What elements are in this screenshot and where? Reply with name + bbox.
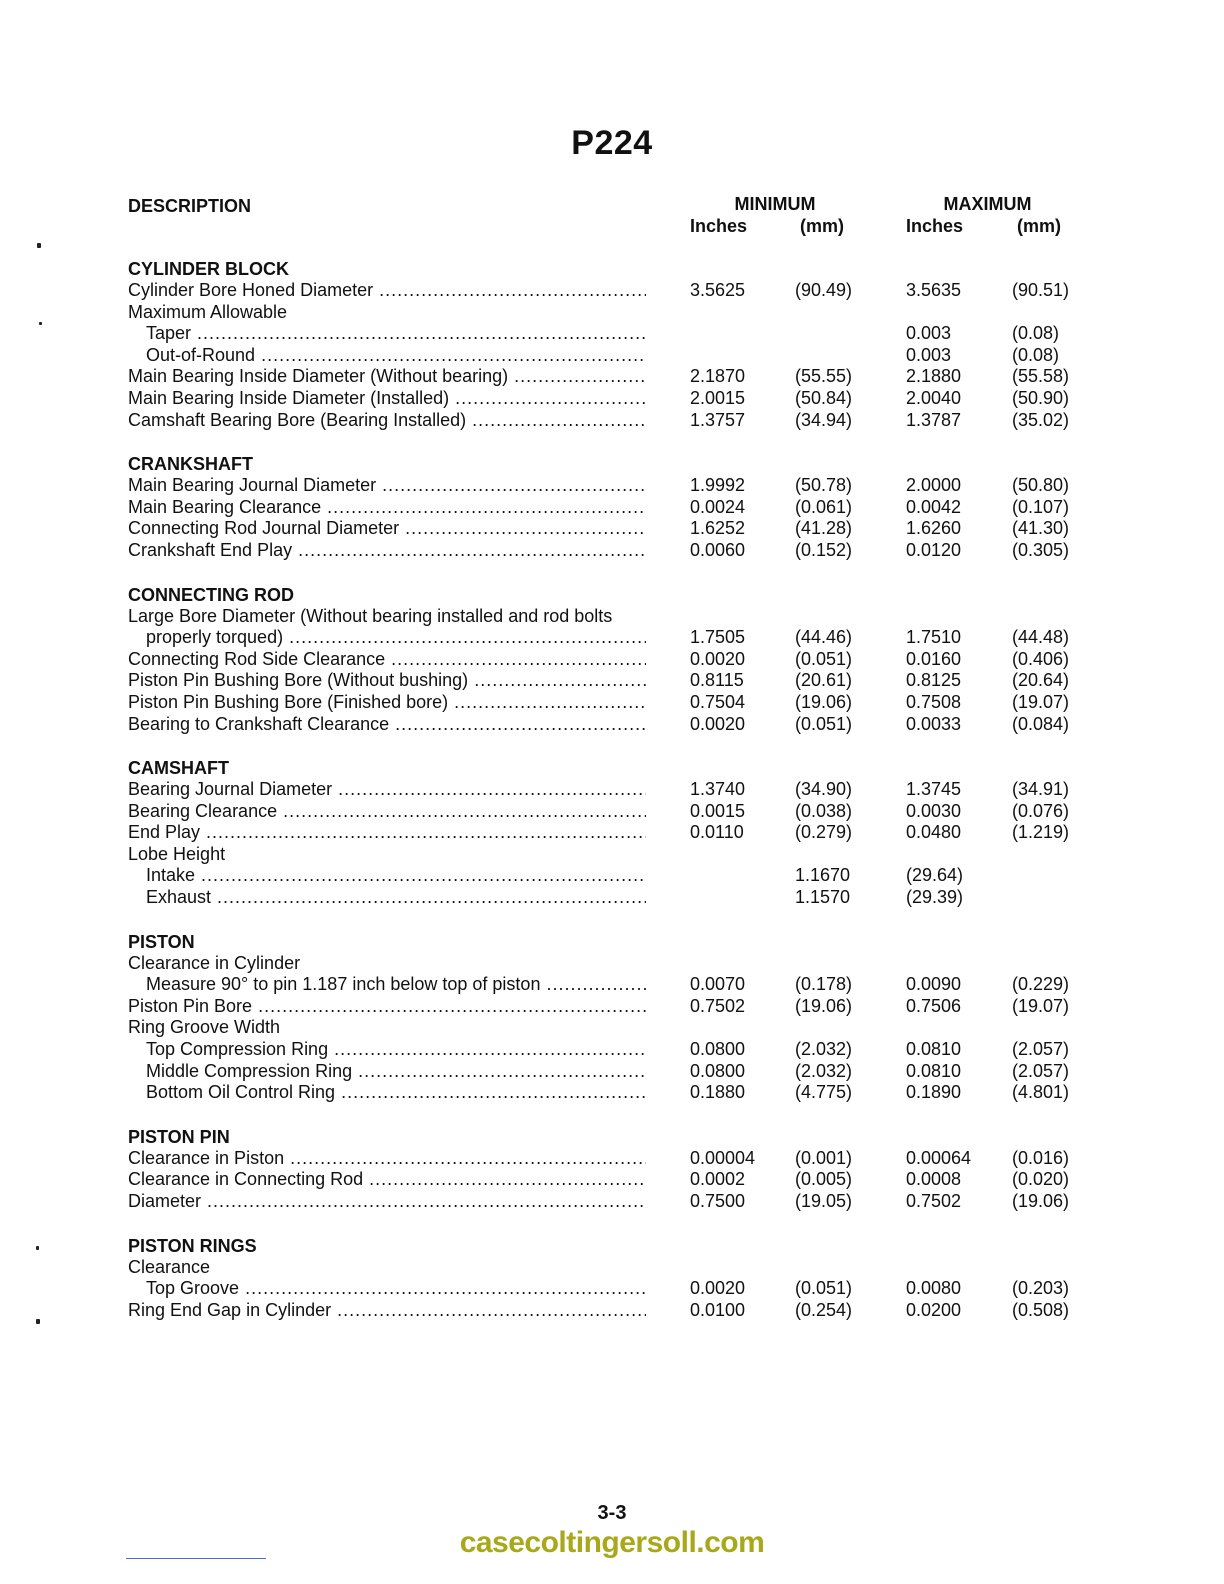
max-mm-value: (50.90) <box>1012 387 1070 408</box>
spec-row <box>128 388 1088 410</box>
max-mm-value: (0.08) <box>1012 323 1060 344</box>
min-inches-value: 0.1880 <box>690 1082 746 1103</box>
spec-row <box>128 627 1088 649</box>
spec-label: Main Bearing Clearance ..... <box>128 497 646 519</box>
spec-row <box>128 1148 1088 1170</box>
spec-section <box>128 757 1088 909</box>
min-inches-value: 0.0070 <box>690 974 746 995</box>
min-mm-value: (0.279) <box>795 822 853 843</box>
spec-label: Maximum Allowable <box>128 301 288 322</box>
min-inches-value: 0.7502 <box>690 995 746 1016</box>
min-inches-value: 0.0020 <box>690 1278 746 1299</box>
max-inches-value: 0.0042 <box>906 496 962 517</box>
min-mm-value: (50.84) <box>795 387 853 408</box>
spec-section <box>128 931 1088 1104</box>
max-inches-value: 2.0000 <box>906 475 962 496</box>
max-mm-value: (0.203) <box>1012 1278 1070 1299</box>
section-title: PISTON <box>128 931 195 952</box>
min-mm-value: 1.1570 <box>795 887 851 908</box>
spec-label: Cylinder Bore Honed Diameter ..... <box>128 280 646 302</box>
margin-mark <box>36 1246 39 1250</box>
max-mm-value: (2.057) <box>1012 1060 1070 1081</box>
margin-mark <box>39 322 42 325</box>
spec-row <box>128 366 1088 388</box>
min-inches-value: 0.00004 <box>690 1147 756 1168</box>
spec-row <box>128 1300 1088 1322</box>
spec-label: Clearance in Piston ..... <box>128 1148 646 1170</box>
spec-label: Middle Compression Ring ..... <box>146 1061 646 1083</box>
max-inches-value: 0.003 <box>906 344 952 365</box>
spec-label: Intake ..... <box>146 865 646 887</box>
max-inches-value: 0.7506 <box>906 995 962 1016</box>
spec-section <box>128 1235 1088 1322</box>
max-mm-value: (50.80) <box>1012 475 1070 496</box>
min-inches-value: 1.3740 <box>690 779 746 800</box>
min-mm-value: (4.775) <box>795 1082 853 1103</box>
max-inches-value: 0.0033 <box>906 713 962 734</box>
max-inches-value: 0.003 <box>906 323 952 344</box>
min-inches-value: 0.8115 <box>690 670 744 691</box>
min-mm-value: (20.61) <box>795 670 853 691</box>
max-mm-value: (0.107) <box>1012 496 1070 517</box>
min-inches-value: 0.0015 <box>690 800 746 821</box>
max-inches-value: 2.0040 <box>906 387 962 408</box>
min-mm-value: (34.90) <box>795 779 853 800</box>
spec-label: Large Bore Diameter (Without bearing installed and rod bolts <box>128 605 613 626</box>
max-inches-value: 2.1880 <box>906 366 962 387</box>
min-inches-value: 1.7505 <box>690 627 746 648</box>
section-title: CAMSHAFT <box>128 758 229 779</box>
spec-label: Ring Groove Width <box>128 1017 281 1038</box>
website-link[interactable]: casecoltingersoll.com <box>459 1526 765 1559</box>
max-inches-value: 3.5635 <box>906 280 962 300</box>
header-minimum: MINIMUM <box>734 194 816 214</box>
spec-row <box>128 996 1088 1018</box>
max-mm-value: (34.91) <box>1012 779 1070 800</box>
spec-label: Main Bearing Inside Diameter (Installed) ..... <box>128 388 646 410</box>
max-mm-value: (0.016) <box>1012 1147 1070 1168</box>
max-mm-value: (0.229) <box>1012 974 1070 995</box>
min-mm-value: (34.94) <box>795 409 853 430</box>
min-inches-value: 0.0024 <box>690 496 746 517</box>
spec-label: Top Groove ..... <box>146 1278 646 1300</box>
min-inches-value: 0.0002 <box>690 1169 746 1190</box>
max-mm-value: (41.30) <box>1012 518 1070 539</box>
max-inches-value: 0.0120 <box>906 539 962 560</box>
min-mm-value: (19.05) <box>795 1191 853 1211</box>
max-inches-value: 0.0008 <box>906 1169 962 1190</box>
max-inches-value: 0.0090 <box>906 974 962 995</box>
footer-rule <box>126 1558 266 1559</box>
spec-label: Lobe Height <box>128 843 226 864</box>
max-inches-value: 0.7502 <box>906 1191 962 1211</box>
min-mm-value: (55.55) <box>795 366 853 387</box>
spec-label: Clearance <box>128 1256 211 1277</box>
spec-row <box>128 887 1088 909</box>
min-mm-value: (19.06) <box>795 691 853 712</box>
max-inches-value: 1.3787 <box>906 409 962 430</box>
min-inches-value: 2.0015 <box>690 387 746 408</box>
spec-section <box>128 258 1088 431</box>
max-mm-value: (20.64) <box>1012 670 1070 691</box>
max-mm-value: (19.06) <box>1012 1191 1070 1211</box>
min-mm-value: (0.254) <box>795 1299 853 1320</box>
max-mm-value: (0.305) <box>1012 539 1070 560</box>
spec-label: Bearing Journal Diameter ..... <box>128 779 646 801</box>
spec-label: Out-of-Round ..... <box>146 345 646 367</box>
min-mm-value: (0.005) <box>795 1169 853 1190</box>
spec-row <box>128 1082 1088 1104</box>
spec-row <box>128 280 1088 302</box>
max-inches-value: 0.1890 <box>906 1082 962 1103</box>
spec-label: Exhaust ..... <box>146 887 646 909</box>
spec-row <box>128 953 1088 975</box>
max-inches-value: 0.0200 <box>906 1299 962 1320</box>
min-mm-value: (0.051) <box>795 1278 853 1299</box>
header-maximum: MAXIMUM <box>943 194 1032 214</box>
min-inches-value: 0.0110 <box>690 822 744 843</box>
min-mm-value: (0.178) <box>795 974 853 995</box>
min-mm-value: (0.051) <box>795 713 853 734</box>
spec-row <box>128 1017 1088 1039</box>
min-mm-value: (0.051) <box>795 648 853 669</box>
header-max-inches: Inches <box>906 216 964 236</box>
spec-label: Piston Pin Bushing Bore (Without bushing) ..... <box>128 670 646 692</box>
section-title: CRANKSHAFT <box>128 454 253 475</box>
min-inches-value: 1.9992 <box>690 475 746 496</box>
min-mm-value: (50.78) <box>795 475 853 496</box>
header-min-inches: Inches <box>690 216 748 236</box>
spec-label: Main Bearing Journal Diameter ..... <box>128 475 646 497</box>
spec-row <box>128 518 1088 540</box>
spec-label: Top Compression Ring ..... <box>146 1039 646 1061</box>
max-inches-value: (29.39) <box>906 887 964 908</box>
min-mm-value: (2.032) <box>795 1060 853 1081</box>
spec-section <box>128 584 1088 736</box>
spec-row <box>128 670 1088 692</box>
spec-row <box>128 801 1088 823</box>
spec-label: Taper ..... <box>146 323 646 345</box>
page-title: P224 <box>571 124 653 162</box>
min-mm-value: (41.28) <box>795 518 853 539</box>
min-inches-value: 0.7500 <box>690 1191 746 1211</box>
spec-label: Bearing Clearance ..... <box>128 801 646 823</box>
spec-table <box>128 258 1088 1343</box>
spec-label: Measure 90° to pin 1.187 inch below top of piston ..... <box>146 974 646 996</box>
spec-row <box>128 1257 1088 1279</box>
max-inches-value: 1.7510 <box>906 627 962 648</box>
spec-label: Piston Pin Bore ..... <box>128 996 646 1018</box>
min-mm-value: (90.49) <box>795 280 853 300</box>
spec-label: properly torqued) ..... <box>146 627 646 649</box>
min-mm-value: (0.061) <box>795 496 853 517</box>
max-mm-value: (0.076) <box>1012 800 1070 821</box>
spec-row <box>128 302 1088 324</box>
max-mm-value: (2.057) <box>1012 1039 1070 1060</box>
spec-row <box>128 1191 1088 1213</box>
spec-row <box>128 410 1088 432</box>
spec-row <box>128 323 1088 345</box>
spec-label: Connecting Rod Side Clearance ..... <box>128 649 646 671</box>
section-title: PISTON RINGS <box>128 1235 257 1256</box>
spec-label: Clearance in Connecting Rod ..... <box>128 1169 646 1191</box>
max-mm-value: (0.406) <box>1012 648 1070 669</box>
section-title: PISTON PIN <box>128 1126 230 1147</box>
max-inches-value: 0.0030 <box>906 800 962 821</box>
spec-row <box>128 1169 1088 1191</box>
spec-label: Crankshaft End Play ..... <box>128 540 646 562</box>
min-inches-value: 0.0100 <box>690 1299 746 1320</box>
section-title: CYLINDER BLOCK <box>128 259 289 279</box>
max-inches-value: 1.6260 <box>906 518 962 539</box>
min-inches-value: 1.3757 <box>690 409 746 430</box>
min-mm-value: (0.038) <box>795 800 853 821</box>
max-mm-value: (0.508) <box>1012 1299 1070 1320</box>
max-inches-value: 0.7508 <box>906 691 962 712</box>
min-inches-value: 0.0800 <box>690 1039 746 1060</box>
max-mm-value: (4.801) <box>1012 1082 1070 1103</box>
max-inches-value: 0.0160 <box>906 648 962 669</box>
min-inches-value: 1.6252 <box>690 518 746 539</box>
header-description: DESCRIPTION <box>128 196 252 216</box>
max-inches-value: 0.8125 <box>906 670 962 691</box>
page-number: 3-3 <box>597 1502 627 1524</box>
min-mm-value: (44.46) <box>795 627 853 648</box>
spec-row <box>128 974 1088 996</box>
max-inches-value: 0.00064 <box>906 1147 972 1168</box>
min-mm-value: (19.06) <box>795 995 853 1016</box>
max-inches-value: 0.0080 <box>906 1278 962 1299</box>
min-inches-value: 0.0020 <box>690 713 746 734</box>
min-inches-value: 2.1870 <box>690 366 746 387</box>
spec-row <box>128 1278 1088 1300</box>
spec-row <box>128 475 1088 497</box>
spec-row <box>128 649 1088 671</box>
spec-label: End Play ..... <box>128 822 646 844</box>
min-mm-value: 1.1670 <box>795 865 851 886</box>
max-mm-value: (0.020) <box>1012 1169 1070 1190</box>
max-inches-value: 0.0810 <box>906 1039 962 1060</box>
spec-row <box>128 714 1088 736</box>
spec-row <box>128 844 1088 866</box>
min-inches-value: 3.5625 <box>690 280 746 300</box>
section-title: CONNECTING ROD <box>128 584 294 605</box>
spec-row <box>128 692 1088 714</box>
min-inches-value: 0.0020 <box>690 648 746 669</box>
max-inches-value: 1.3745 <box>906 779 962 800</box>
max-mm-value: (0.084) <box>1012 713 1070 734</box>
spec-row <box>128 540 1088 562</box>
spec-row <box>128 345 1088 367</box>
max-inches-value: (29.64) <box>906 865 964 886</box>
spec-label: Connecting Rod Journal Diameter ..... <box>128 518 646 540</box>
max-inches-value: 0.0810 <box>906 1060 962 1081</box>
spec-row <box>128 779 1088 801</box>
header-max-mm: (mm) <box>1017 216 1061 236</box>
max-mm-value: (90.51) <box>1012 280 1070 300</box>
spec-section <box>128 1126 1088 1213</box>
min-mm-value: (0.001) <box>795 1147 853 1168</box>
max-mm-value: (55.58) <box>1012 366 1070 387</box>
max-inches-value: 0.0480 <box>906 822 962 843</box>
margin-mark <box>36 1319 40 1324</box>
max-mm-value: (19.07) <box>1012 691 1070 712</box>
max-mm-value: (35.02) <box>1012 409 1070 430</box>
spec-label: Ring End Gap in Cylinder ..... <box>128 1300 646 1322</box>
spec-row <box>128 822 1088 844</box>
max-mm-value: (44.48) <box>1012 627 1070 648</box>
table-header <box>0 194 1224 244</box>
spec-label: Main Bearing Inside Diameter (Without bearing) ..... <box>128 366 646 388</box>
spec-label: Bottom Oil Control Ring ..... <box>146 1082 646 1104</box>
spec-row <box>128 865 1088 887</box>
min-mm-value: (0.152) <box>795 539 853 560</box>
spec-row <box>128 1039 1088 1061</box>
spec-row <box>128 606 1088 628</box>
header-min-mm: (mm) <box>800 216 844 236</box>
max-mm-value: (0.08) <box>1012 344 1060 365</box>
min-inches-value: 0.7504 <box>690 691 746 712</box>
spec-row <box>128 1061 1088 1083</box>
min-inches-value: 0.0060 <box>690 539 746 560</box>
max-mm-value: (1.219) <box>1012 822 1070 843</box>
min-inches-value: 0.0800 <box>690 1060 746 1081</box>
spec-label: Camshaft Bearing Bore (Bearing Installed) ..... <box>128 410 646 432</box>
spec-label: Bearing to Crankshaft Clearance ..... <box>128 714 646 736</box>
spec-section <box>128 453 1088 561</box>
spec-row <box>128 497 1088 519</box>
spec-label: Piston Pin Bushing Bore (Finished bore) ..... <box>128 692 646 714</box>
max-mm-value: (19.07) <box>1012 995 1070 1016</box>
margin-mark <box>37 243 41 248</box>
spec-label: Clearance in Cylinder <box>128 952 301 973</box>
spec-label: Diameter ..... <box>128 1191 646 1213</box>
min-mm-value: (2.032) <box>795 1039 853 1060</box>
